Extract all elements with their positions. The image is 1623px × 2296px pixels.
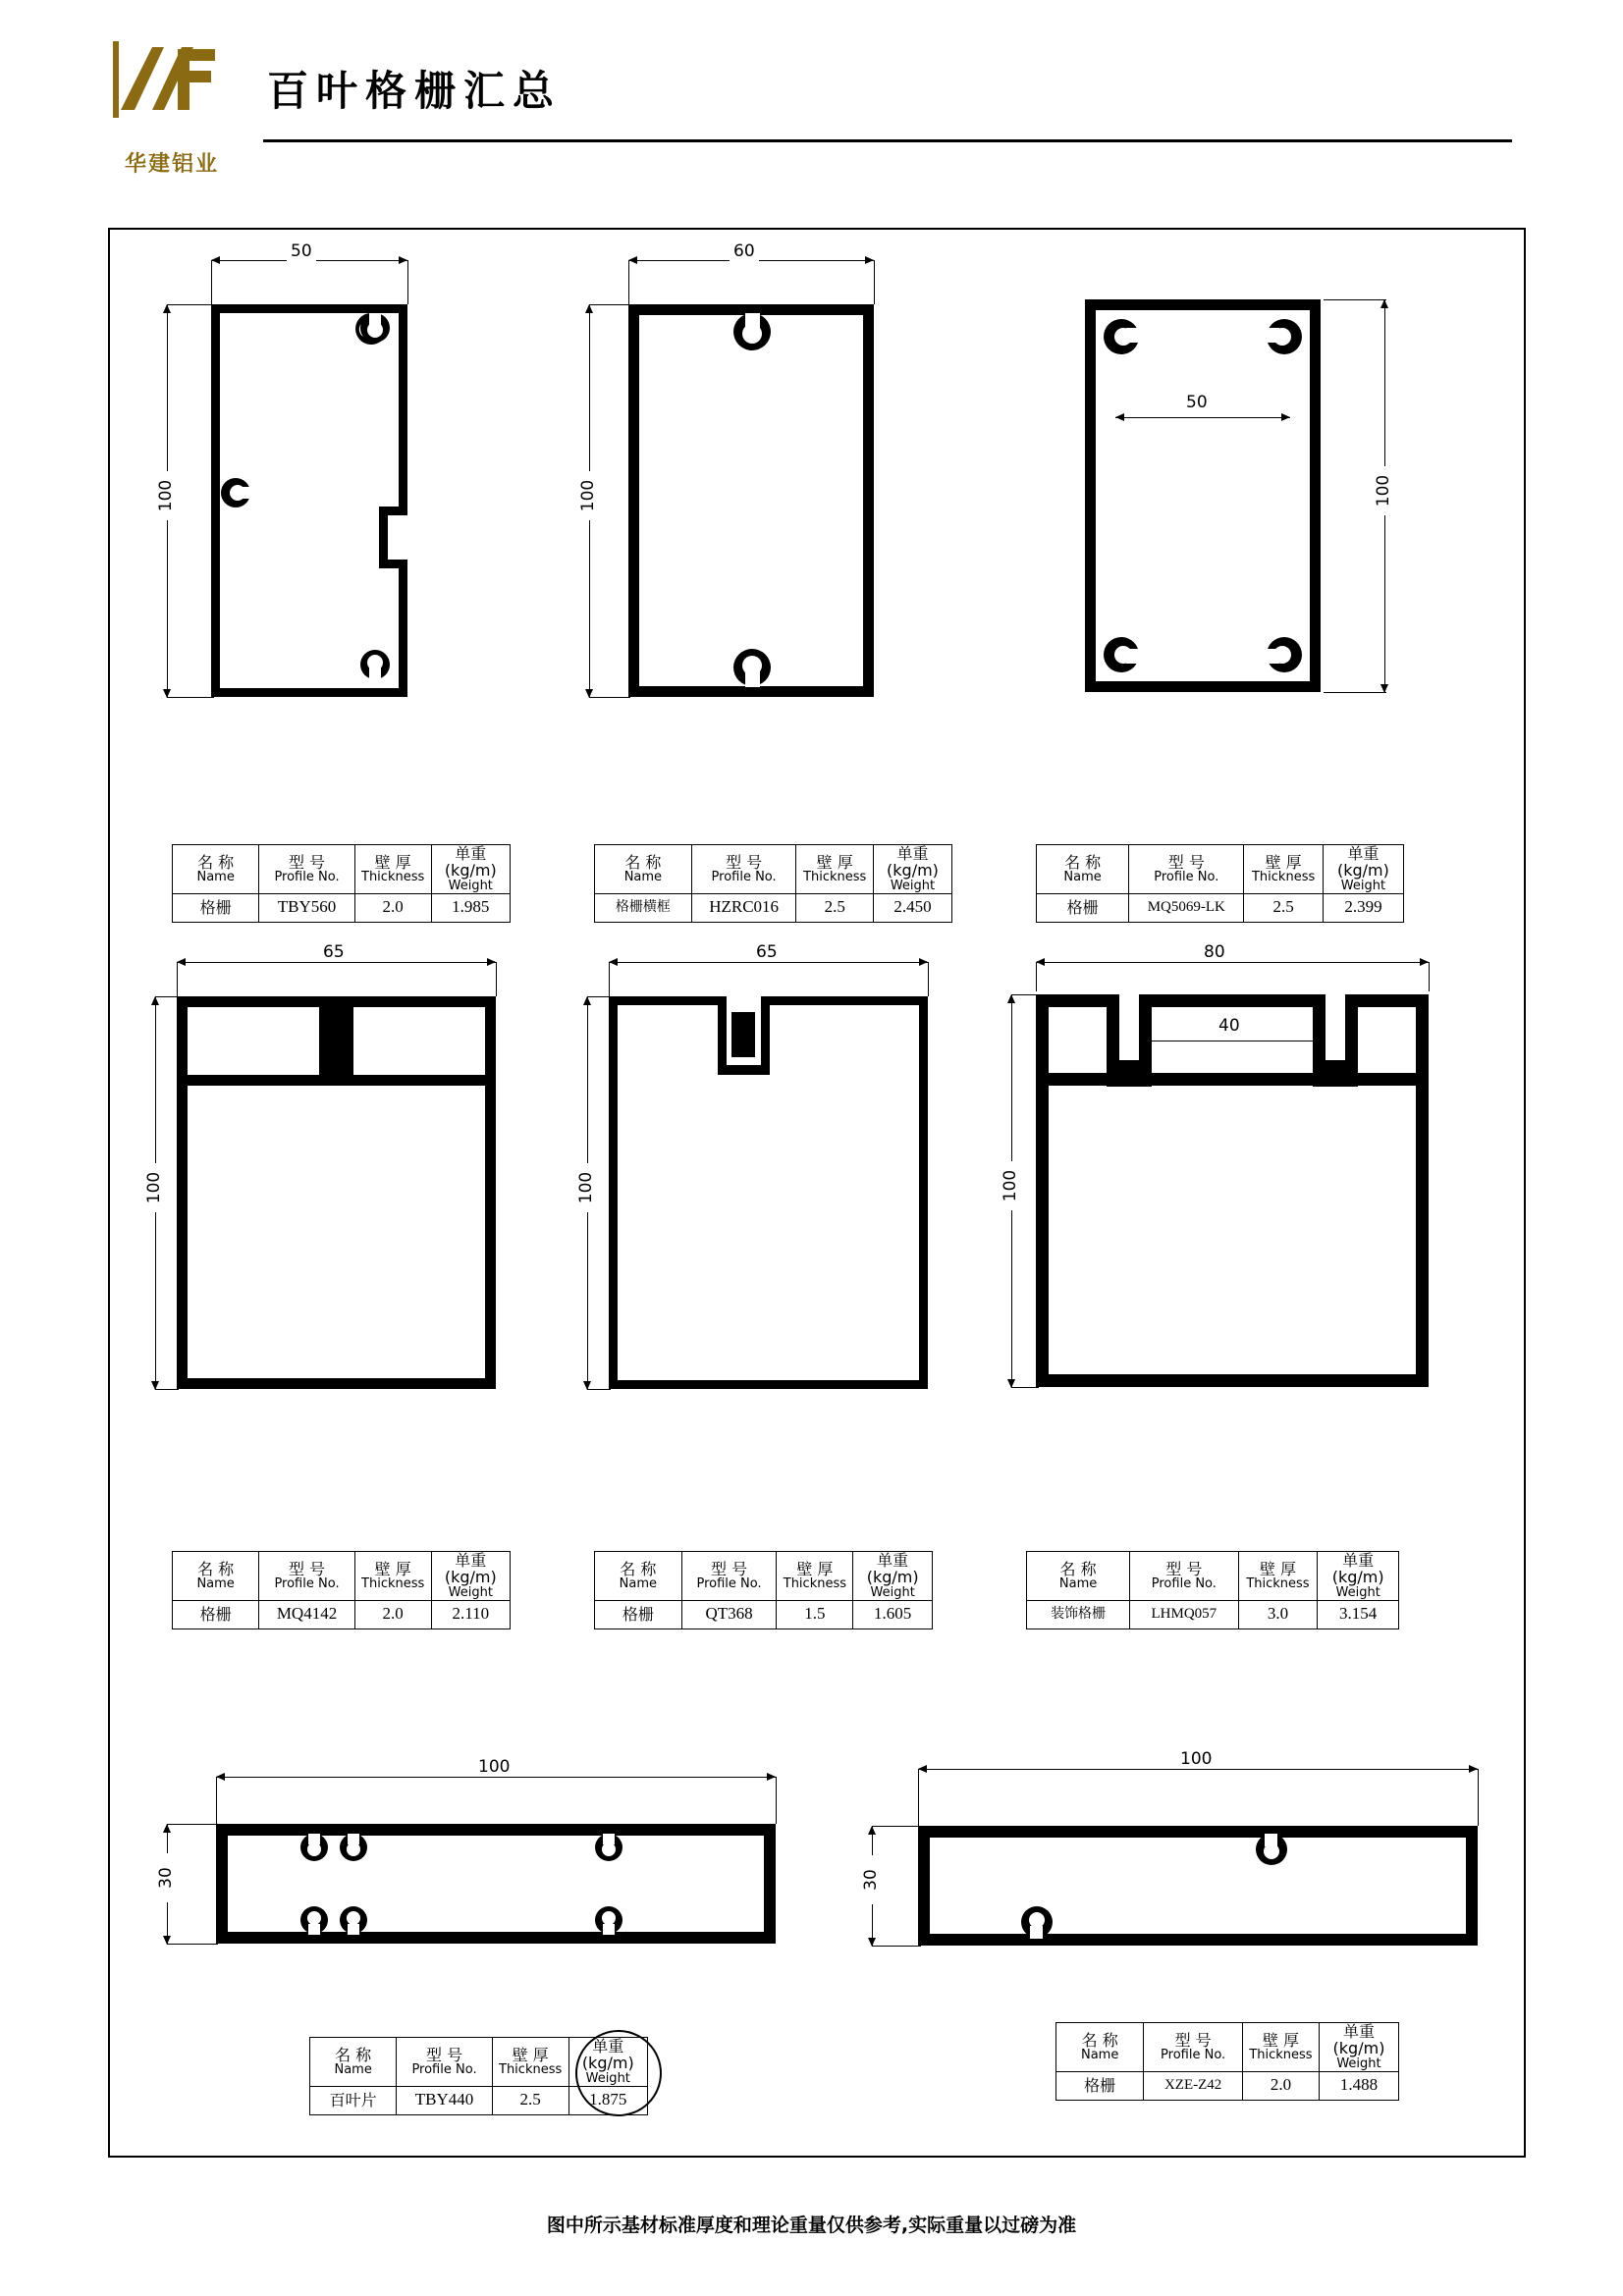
- page-header: [0, 0, 1623, 176]
- profile-outline-mq4142: [137, 937, 550, 1448]
- cell-model: TBY440: [397, 2086, 492, 2114]
- th-model-en: Profile No.: [274, 869, 340, 884]
- th-weight-cn: 单重(kg/m): [1332, 2022, 1385, 2058]
- cell-weight: 2.399: [1323, 893, 1403, 922]
- dim-inner-width-label: 40: [1215, 1016, 1244, 1036]
- spec-table-mq5069lk: [1036, 844, 1404, 923]
- profile-block-qt368: [560, 937, 982, 1566]
- cell-name: 格栅: [173, 1600, 259, 1629]
- cell-name: 百叶片: [310, 2086, 397, 2114]
- cell-model: LHMQ057: [1130, 1600, 1238, 1629]
- table-row: [173, 1600, 511, 1629]
- th-thick-en: Thickness: [1251, 869, 1316, 884]
- profile-outline-mq5069lk: [992, 236, 1434, 746]
- profile-outline-xzez42: [844, 1728, 1483, 1973]
- profile-block-hzrc016: [560, 236, 982, 864]
- th-name-en: Name: [1080, 2047, 1119, 2062]
- profile-block-lhmq057: [982, 937, 1443, 1566]
- th-model-cn: 型 号: [711, 1559, 748, 1578]
- dim-height-label: 30: [861, 1855, 881, 1904]
- footer-note: 图中所示基材标准厚度和理论重量仅供参考,实际重量以过磅为准: [546, 2215, 1077, 2236]
- th-weight-cn: 单重(kg/m): [581, 2037, 634, 2073]
- cell-model: XZE-Z42: [1144, 2071, 1243, 2100]
- th-weight-en: Weight: [890, 878, 936, 893]
- cell-weight: 3.154: [1318, 1600, 1399, 1629]
- th-model-cn: 型 号: [726, 852, 763, 872]
- th-name-cn: 名 称: [620, 1559, 657, 1578]
- th-model-en: Profile No.: [1154, 869, 1219, 884]
- dim-width-label: 60: [730, 241, 759, 261]
- th-weight-cn: 单重(kg/m): [444, 844, 497, 881]
- th-model-en: Profile No.: [696, 1575, 762, 1591]
- th-name-en: Name: [1058, 1575, 1098, 1591]
- cell-model: HZRC016: [691, 893, 796, 922]
- th-thick-cn: 壁 厚: [816, 852, 853, 872]
- profile-outline-qt368: [560, 937, 982, 1448]
- spec-table-hzrc016: [594, 844, 952, 923]
- cell-thickness: 2.5: [796, 893, 874, 922]
- cell-model: TBY560: [259, 893, 354, 922]
- spec-table-xzez42: [1055, 2022, 1399, 2101]
- profile-outline-tby440: [137, 1737, 805, 1973]
- th-thick-en: Thickness: [499, 2061, 563, 2077]
- th-name-cn: 名 称: [335, 2045, 372, 2064]
- th-name-en: Name: [623, 869, 663, 884]
- th-thick-cn: 壁 厚: [1265, 852, 1302, 872]
- weight-highlight-circle: [575, 2030, 662, 2116]
- cell-weight: 2.450: [873, 893, 951, 922]
- dim-width-label: 50: [287, 241, 316, 261]
- th-name-cn: 名 称: [197, 852, 235, 872]
- th-model-cn: 型 号: [1167, 852, 1205, 872]
- th-weight-en: Weight: [1340, 878, 1386, 893]
- th-weight-en: Weight: [870, 1584, 915, 1600]
- dim-height-label: 100: [578, 471, 598, 520]
- th-model-cn: 型 号: [1174, 2030, 1212, 2050]
- th-weight-cn: 单重(kg/m): [1336, 844, 1389, 881]
- th-model-en: Profile No.: [1161, 2047, 1226, 2062]
- cell-thickness: 2.0: [354, 1600, 431, 1629]
- spec-table-tby560: [172, 844, 511, 923]
- profile-block-tby560: [137, 236, 550, 864]
- th-name-cn: 名 称: [197, 1559, 235, 1578]
- th-thick-en: Thickness: [1249, 2047, 1313, 2062]
- th-thick-cn: 壁 厚: [796, 1559, 834, 1578]
- spec-table-mq4142: [172, 1551, 511, 1629]
- dim-width-label: 65: [319, 942, 349, 962]
- th-weight-en: Weight: [448, 1584, 493, 1600]
- th-model-cn: 型 号: [288, 1559, 326, 1578]
- th-name-cn: 名 称: [624, 852, 662, 872]
- th-name-cn: 名 称: [1064, 852, 1102, 872]
- cell-thickness: 1.5: [777, 1600, 853, 1629]
- cell-thickness: 2.5: [1244, 893, 1324, 922]
- cell-name: 格栅: [1037, 893, 1129, 922]
- th-weight-cn: 单重(kg/m): [866, 1551, 919, 1587]
- th-model-en: Profile No.: [411, 2061, 477, 2077]
- cell-weight: 1.488: [1319, 2071, 1398, 2100]
- company-logo-icon: [113, 41, 226, 118]
- th-model-en: Profile No.: [711, 869, 777, 884]
- th-weight-en: Weight: [448, 878, 493, 893]
- th-model-en: Profile No.: [274, 1575, 340, 1591]
- cell-name: 格栅: [1056, 2071, 1144, 2100]
- th-thick-cn: 壁 厚: [1262, 2030, 1299, 2050]
- table-row: [595, 893, 952, 922]
- page-title: 百叶格栅汇总: [267, 67, 563, 115]
- th-thick-cn: 壁 厚: [374, 852, 411, 872]
- cell-name: 格栅: [595, 1600, 682, 1629]
- profile-block-mq5069lk: [992, 236, 1434, 864]
- th-weight-en: Weight: [585, 2070, 630, 2086]
- cell-weight: 1.875: [568, 2086, 647, 2114]
- th-model-cn: 型 号: [1165, 1559, 1203, 1578]
- th-thick-en: Thickness: [1246, 1575, 1310, 1591]
- table-row: [1027, 1600, 1399, 1629]
- profile-block-tby440: [137, 1737, 805, 1993]
- dim-width-label: 100: [1176, 1749, 1216, 1769]
- th-weight-en: Weight: [1336, 2056, 1381, 2071]
- th-name-en: Name: [334, 2061, 372, 2077]
- table-row: [1037, 893, 1404, 922]
- th-weight-cn: 单重(kg/m): [1331, 1551, 1384, 1587]
- dim-height-label: 30: [156, 1853, 176, 1902]
- th-name-en: Name: [196, 869, 235, 884]
- cell-name: 装饰格栅: [1027, 1600, 1130, 1629]
- th-name-cn: 名 称: [1081, 2030, 1118, 2050]
- cell-thickness: 3.0: [1238, 1600, 1318, 1629]
- profile-block-mq4142: [137, 937, 550, 1566]
- spec-table-lhmq057: [1026, 1551, 1399, 1629]
- spec-table-qt368: [594, 1551, 933, 1629]
- cell-model: MQ5069-LK: [1129, 893, 1244, 922]
- cell-weight: 1.985: [431, 893, 510, 922]
- th-weight-cn: 单重(kg/m): [887, 844, 939, 881]
- profile-outline-tby560: [137, 236, 550, 746]
- th-model-cn: 型 号: [288, 852, 326, 872]
- cell-weight: 1.605: [853, 1600, 933, 1629]
- dim-width-label: 100: [474, 1757, 514, 1777]
- company-name: 华建铝业: [124, 151, 219, 176]
- cell-weight: 2.110: [431, 1600, 510, 1629]
- th-name-en: Name: [619, 1575, 657, 1591]
- profile-block-xzez42: [844, 1728, 1483, 1983]
- th-thick-cn: 壁 厚: [374, 1559, 411, 1578]
- dim-height-label: 100: [1374, 466, 1393, 515]
- header-divider: [263, 139, 1512, 142]
- cell-thickness: 2.0: [1242, 2071, 1319, 2100]
- th-name-cn: 名 称: [1059, 1559, 1097, 1578]
- th-name-en: Name: [1063, 869, 1102, 884]
- table-row: [173, 893, 511, 922]
- dim-width-label: 80: [1200, 942, 1229, 962]
- dim-height-label: 100: [1001, 1161, 1020, 1210]
- cell-thickness: 2.5: [492, 2086, 568, 2114]
- table-row: [1056, 2071, 1399, 2100]
- profile-outline-hzrc016: [560, 236, 982, 746]
- dim-height-label: 100: [144, 1163, 164, 1212]
- th-model-cn: 型 号: [425, 2045, 463, 2064]
- th-thick-en: Thickness: [361, 869, 425, 884]
- th-weight-cn: 单重(kg/m): [444, 1551, 497, 1587]
- th-thick-cn: 壁 厚: [512, 2045, 549, 2064]
- th-weight-en: Weight: [1335, 1584, 1380, 1600]
- dim-height-label: 100: [576, 1163, 596, 1212]
- cell-name: 格栅: [173, 893, 259, 922]
- profile-outline-lhmq057: [982, 937, 1443, 1448]
- th-thick-cn: 壁 厚: [1259, 1559, 1296, 1578]
- cell-model: QT368: [681, 1600, 777, 1629]
- cell-model: MQ4142: [259, 1600, 355, 1629]
- cell-thickness: 2.0: [354, 893, 431, 922]
- dim-inner-width-label: 50: [1182, 393, 1212, 412]
- dim-width-label: 65: [752, 942, 782, 962]
- table-row: [595, 1600, 933, 1629]
- th-name-en: Name: [196, 1575, 235, 1591]
- cell-name: 格栅横框: [595, 893, 692, 922]
- th-thick-en: Thickness: [803, 869, 867, 884]
- th-thick-en: Thickness: [361, 1575, 425, 1591]
- th-thick-en: Thickness: [783, 1575, 847, 1591]
- th-model-en: Profile No.: [1151, 1575, 1217, 1591]
- dim-height-label: 100: [156, 471, 176, 520]
